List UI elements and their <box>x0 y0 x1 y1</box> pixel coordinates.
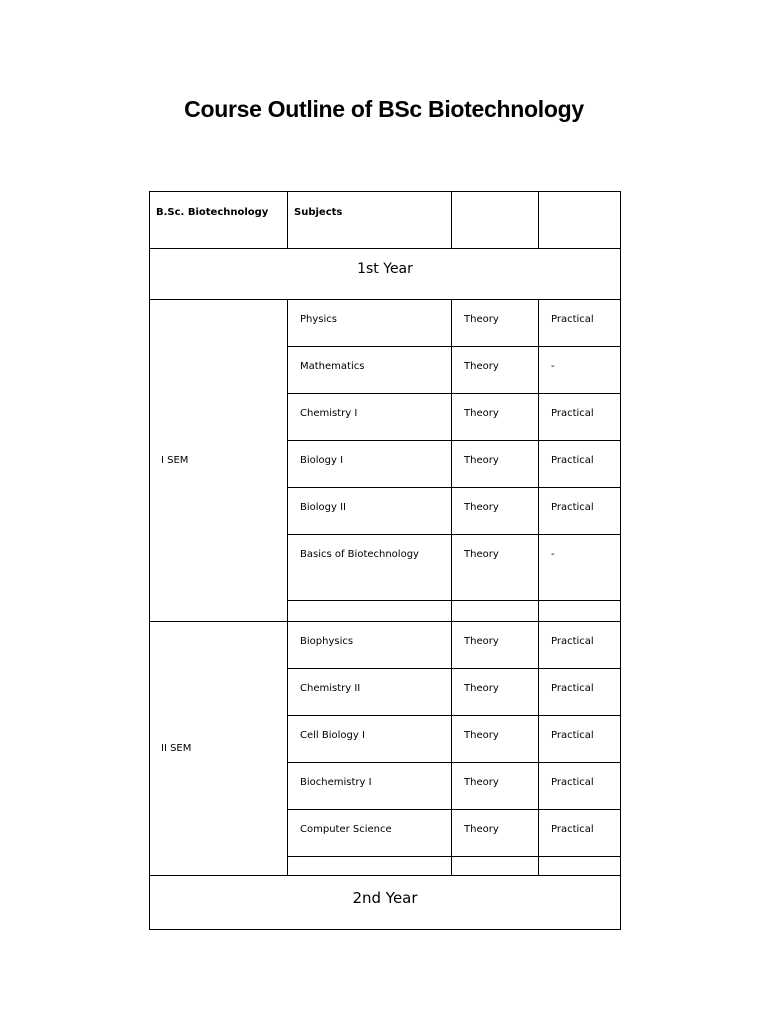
practical-cell <box>539 763 621 810</box>
header-cell-program <box>150 192 288 249</box>
theory-cell <box>452 347 539 394</box>
theory-label: Theory <box>464 777 499 788</box>
practical-label: Practical <box>551 314 594 325</box>
practical-label: Practical <box>551 636 594 647</box>
semester-label: II SEM <box>161 743 192 754</box>
subject-cell <box>288 716 452 763</box>
practical-label: Practical <box>551 824 594 835</box>
subject-cell <box>288 763 452 810</box>
year-heading-cell <box>150 876 621 930</box>
practical-cell <box>539 669 621 716</box>
subject-name: Biology I <box>300 455 344 466</box>
year-row <box>150 249 621 300</box>
practical-label: Practical <box>551 683 594 694</box>
subject-name: Biology II <box>300 502 346 513</box>
semester-cell <box>150 300 288 622</box>
subject-cell <box>288 347 452 394</box>
theory-cell <box>452 763 539 810</box>
theory-label: Theory <box>464 314 499 325</box>
subject-name: Mathematics <box>300 361 365 372</box>
subject-name: Cell Biology I <box>300 730 365 741</box>
theory-label: Theory <box>464 549 499 560</box>
theory-cell <box>452 810 539 857</box>
theory-cell <box>452 488 539 535</box>
subject-name: Chemistry II <box>300 683 361 694</box>
subject-name: Basics of Biotechnology <box>300 549 419 560</box>
page-title: Course Outline of BSc Biotechnology <box>184 96 584 122</box>
practical-cell <box>539 347 621 394</box>
table-row <box>150 300 621 347</box>
header-cell-subjects <box>288 192 452 249</box>
practical-label: Practical <box>551 502 594 513</box>
practical-cell <box>539 716 621 763</box>
year-heading: 2nd Year <box>352 889 418 907</box>
practical-label: Practical <box>551 455 594 466</box>
theory-cell <box>452 716 539 763</box>
empty-cell <box>288 857 452 876</box>
empty-cell <box>452 601 539 622</box>
practical-cell <box>539 394 621 441</box>
practical-label: - <box>551 549 555 560</box>
practical-label: - <box>551 361 555 372</box>
semester-cell <box>150 622 288 876</box>
course-table <box>149 191 621 930</box>
theory-label: Theory <box>464 408 499 419</box>
theory-cell <box>452 669 539 716</box>
theory-cell <box>452 300 539 347</box>
semester-label: I SEM <box>161 455 189 466</box>
subject-cell <box>288 810 452 857</box>
theory-label: Theory <box>464 455 499 466</box>
empty-cell <box>452 857 539 876</box>
theory-label: Theory <box>464 502 499 513</box>
subject-cell <box>288 441 452 488</box>
subject-name: Computer Science <box>300 824 392 835</box>
empty-cell <box>288 601 452 622</box>
empty-cell <box>539 857 621 876</box>
theory-label: Theory <box>464 824 499 835</box>
header-subjects-label: Subjects <box>294 207 343 218</box>
practical-label: Practical <box>551 730 594 741</box>
header-program-label: B.Sc. Biotechnology <box>156 207 269 218</box>
practical-cell <box>539 488 621 535</box>
theory-cell <box>452 394 539 441</box>
theory-label: Theory <box>464 636 499 647</box>
subject-name: Chemistry I <box>300 408 358 419</box>
practical-cell <box>539 441 621 488</box>
subject-name: Biochemistry I <box>300 777 372 788</box>
subject-cell <box>288 300 452 347</box>
practical-cell <box>539 535 621 601</box>
table-row <box>150 622 621 669</box>
practical-cell <box>539 810 621 857</box>
subject-name: Physics <box>300 314 337 325</box>
theory-cell <box>452 535 539 601</box>
header-cell-blank-1 <box>452 192 539 249</box>
subject-cell <box>288 535 452 601</box>
subject-cell <box>288 669 452 716</box>
year-heading: 1st Year <box>357 261 413 277</box>
practical-cell <box>539 300 621 347</box>
subject-name: Biophysics <box>300 636 354 647</box>
subject-cell <box>288 622 452 669</box>
header-cell-blank-2 <box>539 192 621 249</box>
theory-label: Theory <box>464 361 499 372</box>
practical-label: Practical <box>551 777 594 788</box>
table-header-row <box>150 192 621 249</box>
theory-cell <box>452 441 539 488</box>
subject-cell <box>288 394 452 441</box>
year-heading-cell <box>150 249 621 300</box>
year-row <box>150 876 621 930</box>
theory-label: Theory <box>464 683 499 694</box>
theory-label: Theory <box>464 730 499 741</box>
practical-cell <box>539 622 621 669</box>
practical-label: Practical <box>551 408 594 419</box>
empty-cell <box>539 601 621 622</box>
theory-cell <box>452 622 539 669</box>
subject-cell <box>288 488 452 535</box>
